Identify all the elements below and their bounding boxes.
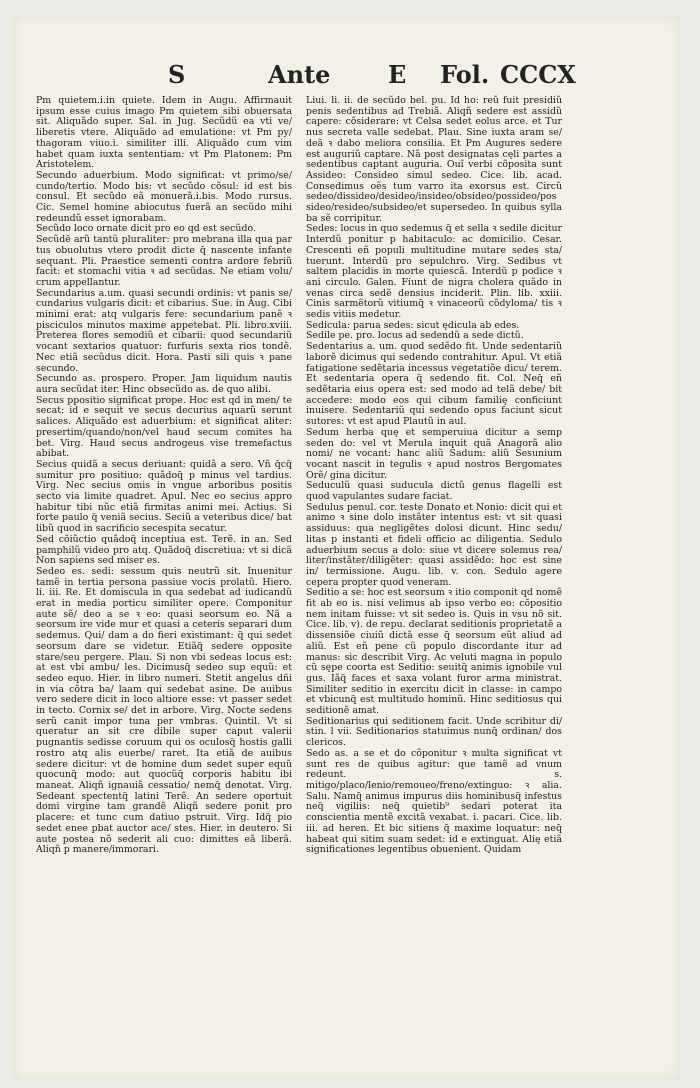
dictionary-entry: Sedentarius a. um. quod sedẽdo fit. Unde sedentariũ laborẽ dicimus qui sedendo contrahitur. Apul. Vt etiã fatigatione sedẽtaria incessus vegetatiõe dicu/ terem. Et sedentaria opera q̃ sedendo fit. Col. Neq̃ eñ sedẽtaria eius opera est: sed modo ad telã debe/ bit accedere: modo eos qui cibum familię conficiunt inuisere. Sedentariũ qui sedendo opus faciunt sicut sutores: vt est apud Plautũ in aul. (306, 341, 562, 428)
dictionary-entry: Pm quietem.i.in quiete. Idem in Augu. Affirmauit ipsum esse cuius imago Pm quietem sibi obuersata sit. Aliquãdo super. Sal. in Jug. Secũdũ ea vti ve/ liberetis vtere. Aliquãdo ad emulatione: vt Pm py/ thagoram viuo.i. similiter illi. Aliquãdo cum vim habet quam iuxta sententiam: vt Pm Platonem: Pm Aristotelem. (36, 95, 292, 171)
dictionary-entry: Sedo as. a se et do cõponitur ꝛ multa significat vt sunt res de quibus agitur: que tamẽ ad vnum redeunt. s. mitigo/placo/lenio/remoueo/freno/extinguo: ꝛ alia. Salu. Namq̃ animus impurus diis hominibusq̃ infestus neq̃ vigiliis: neq̃ quietib⁹ sedari poterat ita conscientia mentẽ excitã vexabat. i. pacari. Cice. lib. iii. ad heren. Et bic sitiens q̃ maxime loquatur: neq̃ habeat qui sitim suam sedet: id e extinguat. Alię etiã significationes legentibus obuenient. Quidam (306, 747, 562, 856)
dictionary-entry: Seditio a se: hoc est seorsum ꝛ itio componit qd nomẽ fit ab eo is. nisi velimus ab ipso verbo eo: cõpositio nem initam fuisse: vt sit sedeo is. Quis in vsu nõ sit. Cice. lib. v). de repu. declarat seditionis proprietatẽ a dissensiõe ciuiũ dictã esse q̃ seorsum eũt aliud ad aliũ. Est eñ pene cũ populo discordante itur ad manus: sic describit Virg. Ac veluti magna in populo cũ sępe coorta est Seditio: seuitq̃ animis ignobile vul gus. Iãq̃ faces et saxa volant furor arma ministrat. Similiter seditio in exercitu dicit in classe: in campo et vbicunq̃ est multitudo hominũ. Hinc seditiosus qui seditionẽ amat. (306, 587, 562, 717)
folio-label: Fol. (440, 60, 490, 89)
running-title: Ante (268, 60, 331, 89)
dictionary-entry: Seditionarius qui seditionem facit. Unde scribitur di/ stin. l vii. Seditionarios statuimus nunq̃ ordinan/ dos clericos. (306, 715, 562, 749)
second-letter: E (388, 60, 407, 89)
dictionary-entry: Secundo aduerbium. Modo significat: vt primo/se/ cundo/tertio. Modo bis: vt secũdo cõsul: id est bis consul. Et secũdo eã monuerã.i.bis. Modo rursus. Cic. Semel homine abiocutus fuerã an secũdo mihi redeundũ esset ignorabam. (36, 169, 292, 224)
dictionary-entry: Liui. li. ii. de secũdo bel. pu. Id ho: reũ fuit presidiũ penis sedentibus ad Trebiã. Aliqñ sedere est assidũ capere: cõsiderare: vt Celsa sedet eolus arce. et Tur nus secreta valle sedebat. Plau. Sine iuxta aram se/ deã ꝛ dabo meliora consilia. Et Pm Augures sedere est auguriũ captare. Nã post designatas cęli partes a sedentibus captant auguria. Ouĩ verbi cõposita sunt Assideo: Consideo simul sedeo. Cice. lib. acad. Consedimus oẽs tum varro ita exorsus est. Circũ sedeo/dissideo/desideo/insideo/obsideo/possideo/pos sideo/resideo/subsideo/et supersedeo. In quibus sylla ba sẽ corripitur. (306, 95, 562, 224)
folio-number: CCCX (500, 60, 576, 89)
running-header (0, 60, 700, 94)
dictionary-entry: Sedicula: parua sedes: sicut ędicula ab edes. (306, 319, 520, 331)
dictionary-entry: Sedum herba quę et semperuiua dicitur a semp seden do: vel vt Merula inquit quã Anagorã alio nomi/ ne vocant: hanc aliũ Sadum: aliũ Sesunium vocant nascit in tegulis ꝛ apud nostros Bergomates Orẽ/ gina dicitur. (306, 426, 562, 481)
dictionary-entry: Seduculũ quasi suducula dictũ genus flagelli est quod vapulantes sudare faciat. (306, 480, 562, 503)
dictionary-entry: Secũdo loco ornate dicit pro eo qd est secũdo. (36, 223, 256, 235)
dictionary-entry: Sedes: locus in quo sedemus q̃ et sella ꝛ sedile dicitur Interdũ ponitur p habitaculo: ac domicilio. Cesar. Crescenti eñ populi multitudine mutare sedes sta/ tuerunt. Interdũ pro sepulchro. Virg. Sedibus vt saltem placidis in morte quiescã. Interdũ p podice ꝛ ani circulo. Galen. Fiunt de nigra cholera quãdo in venas circa sedẽ densius inciderit. Plin. lib. xxiii. Cinis sarmẽtorũ vitiumq̃ ꝛ vinaceorũ cõdyloma/ tis ꝛ sedis vitiis medetur. (306, 223, 562, 321)
dictionary-entry: Secũdē arũ tantũ pluraliter: pro mebrana illa qua par tus obuolutus vtero prodit dicte q̃ nascente infante sequant. Pli. Praestice sementi contra ardore febriũ facit: et stomachi vitia ꝛ ad secũdas. Ne etiam volu/ crum appellantur. (36, 234, 292, 288)
dictionary-entry: Secundo as. prospero. Proper. Jam liquidum nautis aura secũdat iter. Hinc obsecũdo as. de quo alibi. (36, 373, 292, 395)
signature-letter: S (168, 60, 186, 89)
dictionary-entry: Secius quidã a secus deriuant: quidã a sero. Vñ q̃cq̃ sumitur pro positiuo: quãdoq̃ p minus vel tardius. Virg. Nec secius omis in vngue arboribus positis secto via limite quadret. Apul. Nec eo secius appro habitur tibi nũc etiã firmitas animi mei. Actius. Si forte paulo q̃ veniã secius. Seciũ a veteribus dice/ bat libũ quod in sacrificio secespita secatur. (36, 458, 292, 535)
dictionary-entry: Secundarius a.um. quasi secundi ordinis: vt panis se/ cundarius vulgaris dicit: et cibarius. Sue. in Aug. Cibi minimi erat: atq vulgaris fere: secundarium panẽ ꝛ pisciculos minutos maxime appetebat. Pli. libro.xviii. Preterea flores semodiũ et cibarii: quod secundariũ vocant sextarios quatuor: furfuris sexta rios tondẽ. Nec etiã secũdus dicit. Hora. Pasti sili quis ꝛ pane secundo. (36, 287, 292, 374)
dictionary-entry: Sedulus penul. cor. teste Donato et Nonio: dicit qui et animo ꝛ sine dolo instãter intentus est: vt sit quasi assiduus: qua negligẽtes dolosi dicunt. Hinc sedu/ litas p instanti et fideli officio ac diligentia. Sedulo aduerbium secus a dolo: siue vt dicere solemus rea/ liter/instãter/diligẽter: quasi assidẽdo: hoc est sine in/ termissione. Augu. lib. v. con. Sedulo agere cepera propter quod veneram. (306, 501, 562, 588)
dictionary-entry: Secus ppositio significat prope. Hoc est qd in men/ te secat: id e sequit ve secus decurius aquarũ serunt salices. Aliquãdo est aduerbium: et significat aliter: presertim/quando/non/vel haud secum comites ha bet. Virg. Haud secus androgeus vise tremefactus abibat. (36, 394, 292, 460)
left-text-column (36, 96, 292, 856)
dictionary-entry: Sedeo es. sedi: sessum quis neutrũ sit. Inuenitur tamẽ in tertia persona passiue vocis prolatũ. Hiero. li. iii. Re. Et domiscula in qua sedebat ad iudicandũ erat in media porticu similiter opere. Componitur aute sẽ/ deo a se ꝛ eo: quasi seorsum eo. Nã a seorsum ire vide mur et quasi a ceteris separari dum sedemus. Qui/ dam a do fieri existimant: q̃ qui sedet seorsum dare se videtur. Etiãq̃ sedere opposite stare/seu pergere. Plau. Si non vbi sedeas locus est: at est vbi ambu/ les. Dicimusq̃ sedeo sup equũ: et sedeo equo. Hier. in libro numeri. Stetit angelus dñi in via cõtra ba/ laam qui sedebat asine. De auibus vero sedere dicit in loco altiore esse: vt passer sedet in tecto. Cornix se/ det in arbore. Virg. Nocte sedens serũ canit impor tuna per vmbras. Quintil. Vt si queratur an sit cre dibile super caput valerii pugnantis sedisse coruum qui os oculosq̃ hostis galli rostro atq alis euerbe/ raret. Ita etiã de auibus sedere dicitur: vt de homine dum sedet super equũ quocunq̃ modo: aut quocũq̃ corporis habitu ibi maneat. Aliqñ ignauiã cessatio/ nemq̃ denotat. Virg. Sedeant spectentq̃ latini Terẽ. An sedere oportuit domi virgine tam grandẽ Aliqñ sedere ponit pro placere: et tunc cum datiuo pstruit. Virg. Idq̃ pio sedet enee pbat auctor ace/ stes. Hier. in deutero. Si aute postea nõ sederit ali cuo: dimittes eã liberã. Aliqñ p manere/immorari. (36, 565, 292, 856)
dictionary-entry: Sed cõiũctio quãdoq̃ inceptiua est. Terẽ. in an. Sed pamphilũ video pro atq. Quãdoq̃ discretiua: vt si dicã Non sapiens sed miser es. (36, 533, 292, 567)
right-text-column (306, 96, 562, 856)
dictionary-entry: Sedile pe. pro. locus ad sedendũ a sede dictũ. (306, 330, 524, 342)
